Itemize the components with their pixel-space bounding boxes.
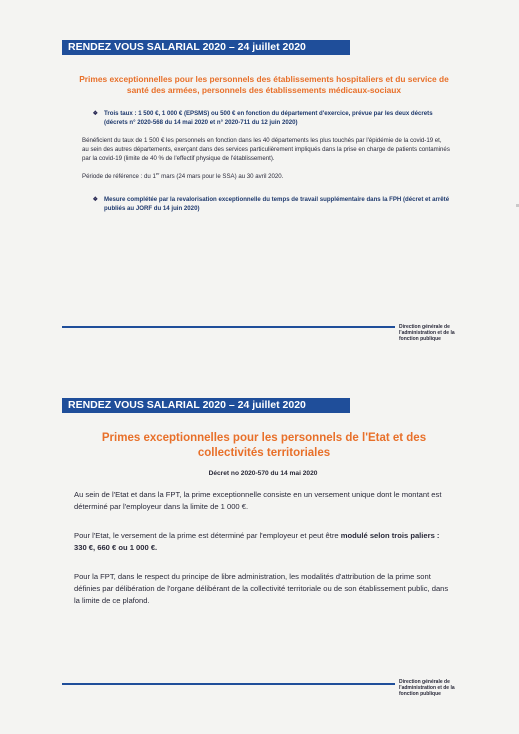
slide-2-footer-divider (62, 683, 395, 685)
slide-2-decret: Décret no 2020-570 du 14 mai 2020 (208, 470, 318, 477)
slide-1-bullet-taux (82, 110, 450, 127)
slide-1-banner: RENDEZ VOUS SALARIAL 2020 – 24 juillet 2020 (62, 40, 350, 55)
slide-2-banner: RENDEZ VOUS SALARIAL 2020 – 24 juillet 2020 (62, 398, 350, 413)
periode-superscript: er (155, 170, 160, 176)
slide-2-paragraph-etat-fpt: Au sein de l'Etat et dans la FPT, la prime exceptionnelle consiste en un versement unique dont le montant est déterminé par l'employeur dans la limite de 1 000 €. (74, 490, 442, 511)
slide-1-bullet-mesure (82, 196, 450, 213)
slide-1-footer-dgafp: Direction générale de l'administration et de la fonction publique (399, 324, 455, 342)
slide-2-paragraph-fpt: Pour la FPT, dans le respect du principe de libre administration, les modalités d'attribution de la prime sont définies par délibération de l'organe délibérant de la collectivité territoriale ou de son établissement public, dans la limite de ce plafond. (74, 572, 449, 605)
slide-1-paragraph-beneficiaires: Bénéficient du taux de 1 500 € les personnels en fonction dans les 40 départements les plus touchés par l'épidémie de la covid-19 et, au sein des autres départements, exerçant dans des services particulièrement impliqués dans la prise en charge de patients contaminés par la covid-19 (limite de 40 % de l'effectif physique de l'établissement). (82, 137, 450, 162)
periode-suffix: mars (24 mars pour le SSA) au 30 avril 2020. (159, 172, 284, 180)
diamond-bullet-icon: ❖ (92, 111, 98, 117)
etat-prefix: Pour l'Etat, le versement de la prime est déterminé par l'employeur et peut être (74, 531, 341, 540)
slide-2-paragraph-etat (74, 530, 454, 554)
slide-1 (62, 40, 464, 340)
slide-2-footer-dgafp: Direction générale de l'administration et de la fonction publique (399, 679, 455, 697)
slide-1-footer-divider (62, 326, 395, 328)
slide-1-paragraph-periode (82, 170, 450, 182)
bullet-text: Mesure complétée par la revalorisation exceptionnelle du temps de travail supplémentaire dans la FPH (décret et arrêté publiés au JORF du 14 juin 2020) (104, 196, 450, 212)
diamond-bullet-icon: ❖ (92, 197, 98, 204)
slide-1-title: Primes exceptionnelles pour les personnels des établissements hospitaliers et du service de santé des armées, personnels des établissements médicaux-sociaux (79, 74, 449, 95)
etat-paliers: modulé selon trois paliers : 330 €, 660 € ou 1 000 €. (74, 531, 440, 552)
slide-2 (62, 398, 464, 698)
slide-2-title: Primes exceptionnelles pour les personnels de l'Etat et des collectivités territoriales (101, 432, 427, 459)
bullet-text: Trois taux : 1 500 €, 1 000 € (EPSMS) ou 500 € en fonction du département d'exercice, prévue par les deux décrets (décrets n° 2020-568 du 14 mai 2020 et n° 2020-711 du 12 juin 2020) (104, 110, 433, 126)
periode-prefix: Période de référence : du 1 (82, 172, 156, 180)
